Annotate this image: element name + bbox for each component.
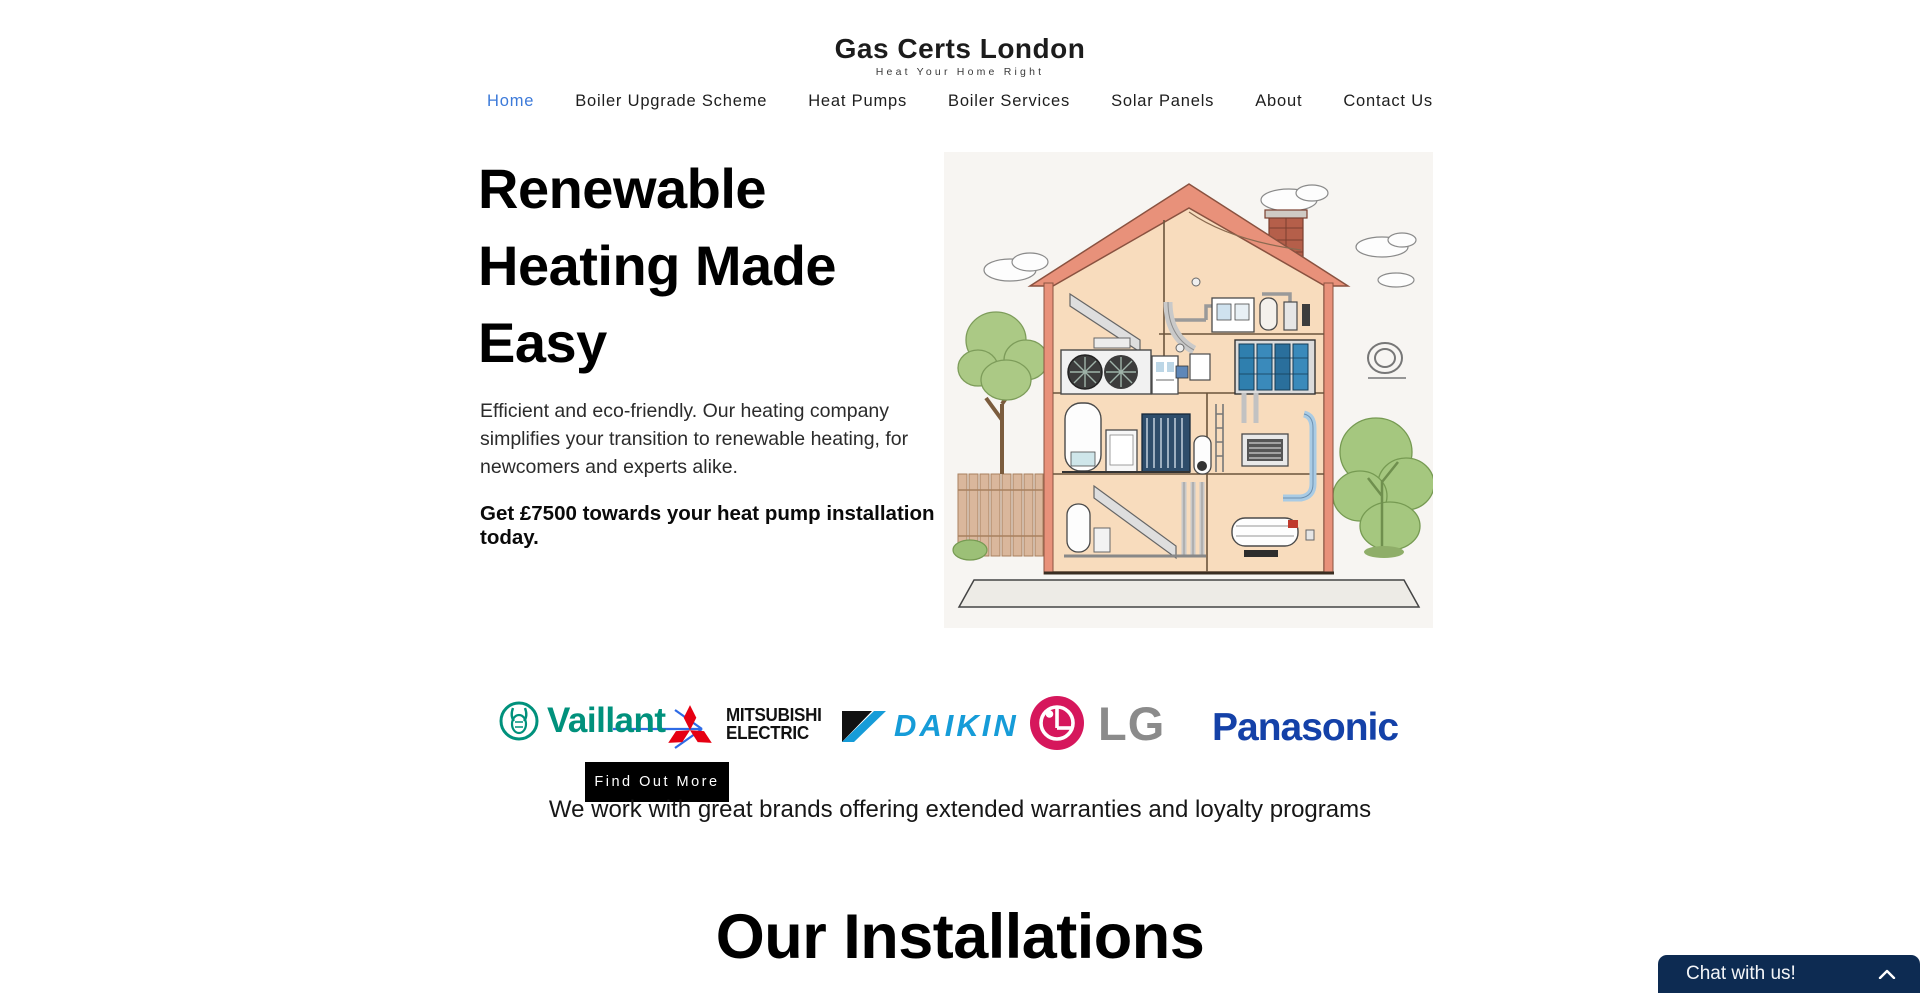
brand-logo-mitsubishi (663, 700, 830, 748)
house-cutaway-illustration (944, 152, 1433, 628)
chevron-up-icon[interactable] (1878, 969, 1896, 979)
brand-logo-daikin (840, 708, 1019, 744)
main-nav (0, 92, 1920, 111)
hero-paragraph: Efficient and eco-friendly. Our heating company simplifies your transition to renewable heating, for newcomers and experts alike. (480, 400, 909, 478)
panasonic-wordmark: Panasonic (1212, 706, 1399, 749)
brand-logo-panasonic (1212, 706, 1398, 750)
brand-logo-vaillant (498, 700, 666, 742)
lg-wordmark: LG (1098, 696, 1166, 750)
nav-item-about[interactable]: About (1255, 92, 1303, 110)
nav-item-boiler-services[interactable]: Boiler Services (948, 92, 1071, 110)
daikin-wordmark: DAIKIN (894, 708, 1019, 743)
vaillant-wordmark: Vaillant (547, 701, 666, 740)
panel-bank (1235, 340, 1315, 394)
site-logo[interactable]: Gas Certs London (834, 33, 1086, 64)
daikin-mark-icon (840, 709, 886, 743)
chat-label: Chat with us! (1686, 963, 1796, 984)
hero-title-line: Renewable (478, 157, 767, 220)
installations-section-title: Our Installations (715, 902, 1205, 972)
wall-left (1044, 283, 1053, 574)
nav-item-boiler-upgrade-scheme[interactable]: Boiler Upgrade Scheme (575, 92, 768, 110)
mitsubishi-wordmark: MITSUBISHI ELECTRIC (726, 704, 822, 743)
nav-item-solar-panels[interactable]: Solar Panels (1111, 92, 1215, 110)
mitsubishi-diamonds-icon (663, 700, 717, 748)
chat-widget[interactable] (1658, 955, 1920, 993)
nav-item-heat-pumps[interactable]: Heat Pumps (808, 92, 908, 110)
hero-title-line: Easy (478, 311, 607, 374)
brands-caption: We work with great brands offering extended warranties and loyalty programs (548, 796, 1372, 823)
hero-title-line: Heating Made (478, 234, 837, 297)
brand-logo-lg (1028, 694, 1165, 752)
ground (959, 580, 1419, 607)
nav-item-home[interactable]: Home (487, 92, 535, 110)
vaillant-emblem-icon (498, 700, 540, 742)
lg-face-icon (1028, 694, 1086, 752)
site-tagline: Heat Your Home Right (875, 66, 1045, 78)
find-out-more-button[interactable]: Find Out More (585, 762, 729, 802)
nav-item-contact-us[interactable]: Contact Us (1343, 92, 1433, 110)
wall-right (1324, 283, 1333, 574)
hero-title (478, 150, 836, 381)
hero-promo-text: Get £7500 towards your heat pump installation today. (480, 502, 935, 549)
